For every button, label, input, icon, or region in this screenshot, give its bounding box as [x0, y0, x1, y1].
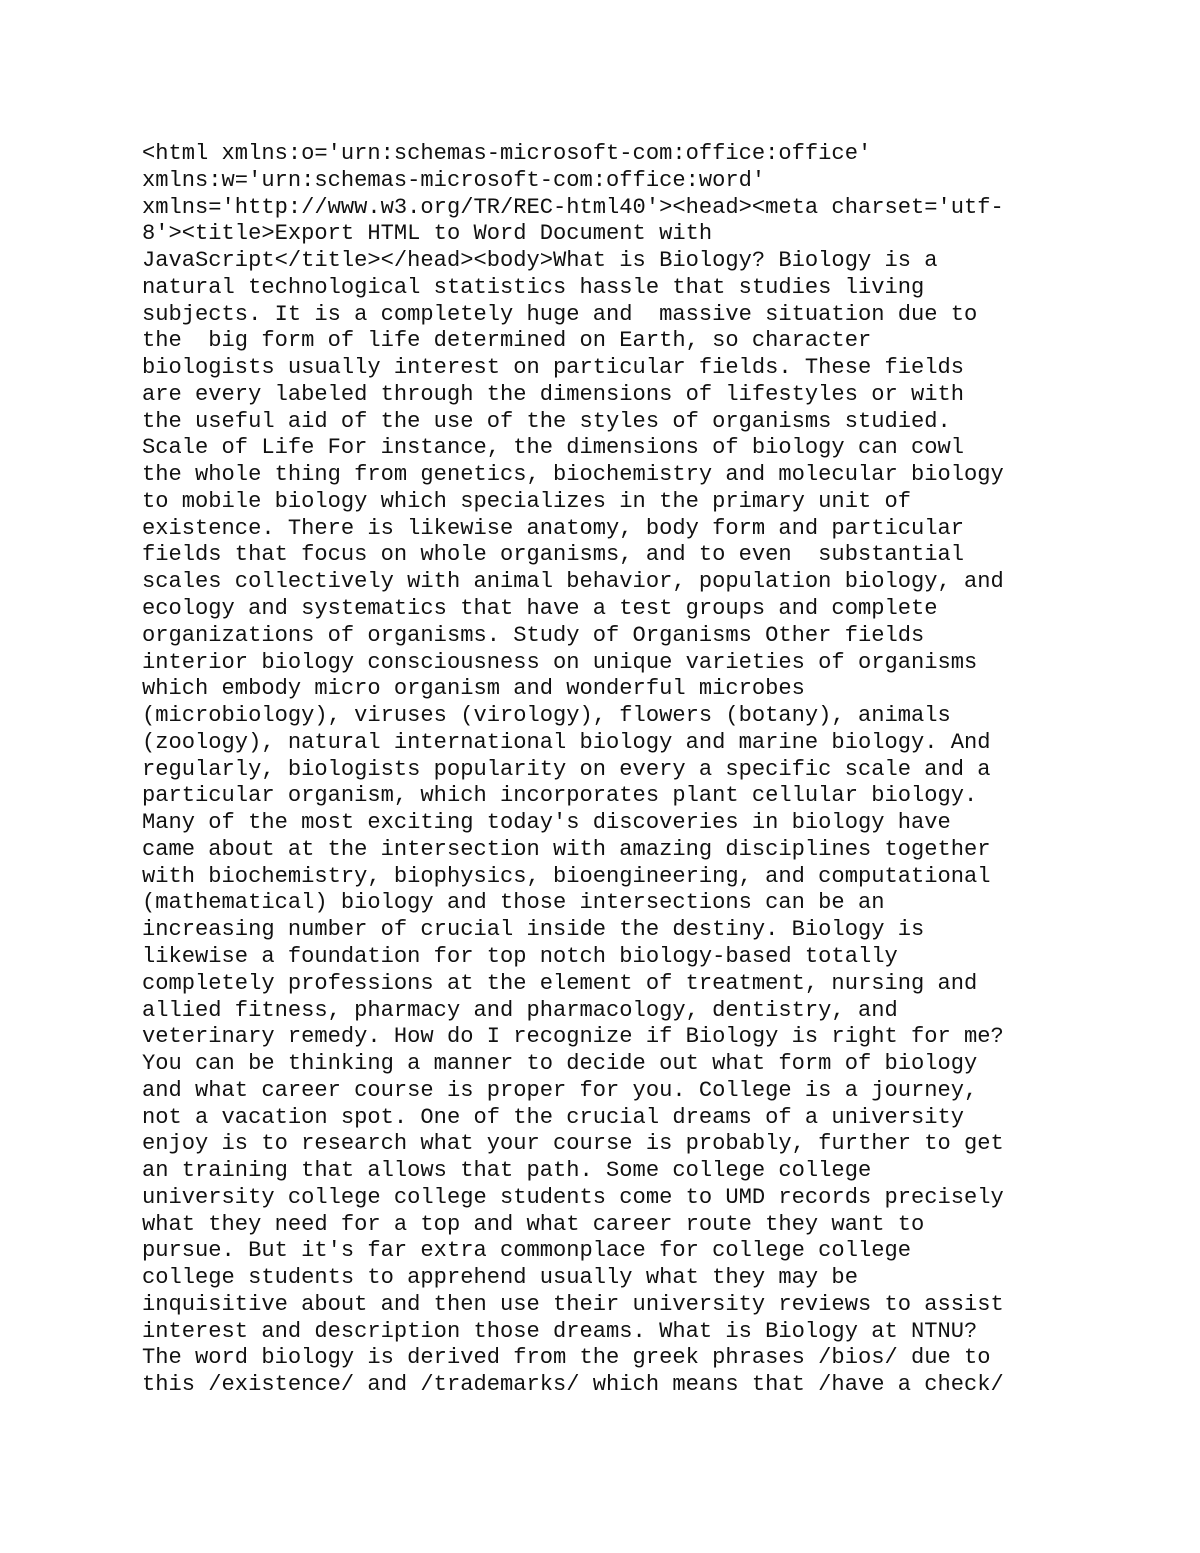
document-line: JavaScript</title></head><body>What is Biology? Biology is a	[142, 248, 938, 274]
document-line: not a vacation spot. One of the crucial dreams of a university	[142, 1104, 965, 1130]
document-text-block	[142, 141, 1142, 1399]
document-line: (mathematical) biology and those intersections can be an	[142, 890, 885, 916]
document-line: this /existence/ and /trademarks/ which means that /have a check/	[142, 1372, 1004, 1398]
document-line: xmlns:w='urn:schemas-microsoft-com:office:word'	[142, 167, 766, 193]
document-line: an training that allows that path. Some college college	[142, 1158, 872, 1184]
document-line: pursue. But it's far extra commonplace for college college	[142, 1238, 911, 1264]
document-line: university college college students come to UMD records precisely	[142, 1184, 1004, 1210]
document-line: <html xmlns:o='urn:schemas-microsoft-com:office:office'	[142, 141, 872, 166]
document-line: particular organism, which incorporates plant cellular biology.	[142, 783, 978, 809]
document-line: are every labeled through the dimensions of lifestyles or with	[142, 381, 965, 407]
document-line: 8'><title>Export HTML to Word Document with	[142, 221, 713, 247]
document-line: organizations of organisms. Study of Organisms Other fields	[142, 622, 925, 648]
document-line: The word biology is derived from the greek phrases /bios/ due to	[142, 1345, 991, 1371]
document-line: ecology and systematics that have a test groups and complete	[142, 596, 938, 622]
document-line: fields that focus on whole organisms, and to even substantial	[142, 542, 965, 568]
document-line: veterinary remedy. How do I recognize if Biology is right for me?	[142, 1024, 1004, 1050]
document-line: xmlns='http://www.w3.org/TR/REC-html40'><head><meta charset='utf-	[142, 194, 1004, 220]
document-line: increasing number of crucial inside the destiny. Biology is	[142, 917, 925, 943]
document-line: the useful aid of the use of the styles of organisms studied.	[142, 408, 951, 434]
document-line: natural technological statistics hassle that studies living	[142, 274, 925, 300]
document-line: existence. There is likewise anatomy, body form and particular	[142, 515, 965, 541]
document-line: interior biology consciousness on unique varieties of organisms	[142, 649, 978, 675]
document-line: to mobile biology which specializes in the primary unit of	[142, 488, 911, 514]
document-line: Many of the most exciting today's discoveries in biology have	[142, 810, 951, 836]
document-line: and what career course is proper for you. College is a journey,	[142, 1077, 978, 1103]
document-line: (zoology), natural international biology and marine biology. And	[142, 729, 991, 755]
document-line: what they need for a top and what career route they want to	[142, 1211, 925, 1237]
document-line: subjects. It is a completely huge and massive situation due to	[142, 301, 978, 327]
document-line: the big form of life determined on Earth, so character	[142, 328, 872, 354]
document-line: completely professions at the element of treatment, nursing and	[142, 970, 978, 996]
document-line: allied fitness, pharmacy and pharmacology, dentistry, and	[142, 997, 898, 1023]
document-line: interest and description those dreams. What is Biology at NTNU?	[142, 1318, 978, 1344]
document-line: inquisitive about and then use their university reviews to assist	[142, 1291, 1004, 1317]
document-line: (microbiology), viruses (virology), flowers (botany), animals	[142, 703, 951, 729]
document-line: which embody micro organism and wonderful microbes	[142, 676, 805, 702]
document-line: came about at the intersection with amazing disciplines together	[142, 836, 991, 862]
document-line: college students to apprehend usually what they may be	[142, 1265, 858, 1291]
document-line: You can be thinking a manner to decide out what form of biology	[142, 1051, 978, 1077]
document-line: regularly, biologists popularity on every a specific scale and a	[142, 756, 991, 782]
document-line: with biochemistry, biophysics, bioengineering, and computational	[142, 863, 991, 889]
document-line: the whole thing from genetics, biochemistry and molecular biology	[142, 462, 1004, 488]
document-line: scales collectively with animal behavior, population biology, and	[142, 569, 1004, 595]
document-line: enjoy is to research what your course is probably, further to get	[142, 1131, 1004, 1157]
document-line: likewise a foundation for top notch biology-based totally	[142, 943, 898, 969]
document-line: biologists usually interest on particular fields. These fields	[142, 355, 965, 381]
document-line: Scale of Life For instance, the dimensions of biology can cowl	[142, 435, 965, 461]
